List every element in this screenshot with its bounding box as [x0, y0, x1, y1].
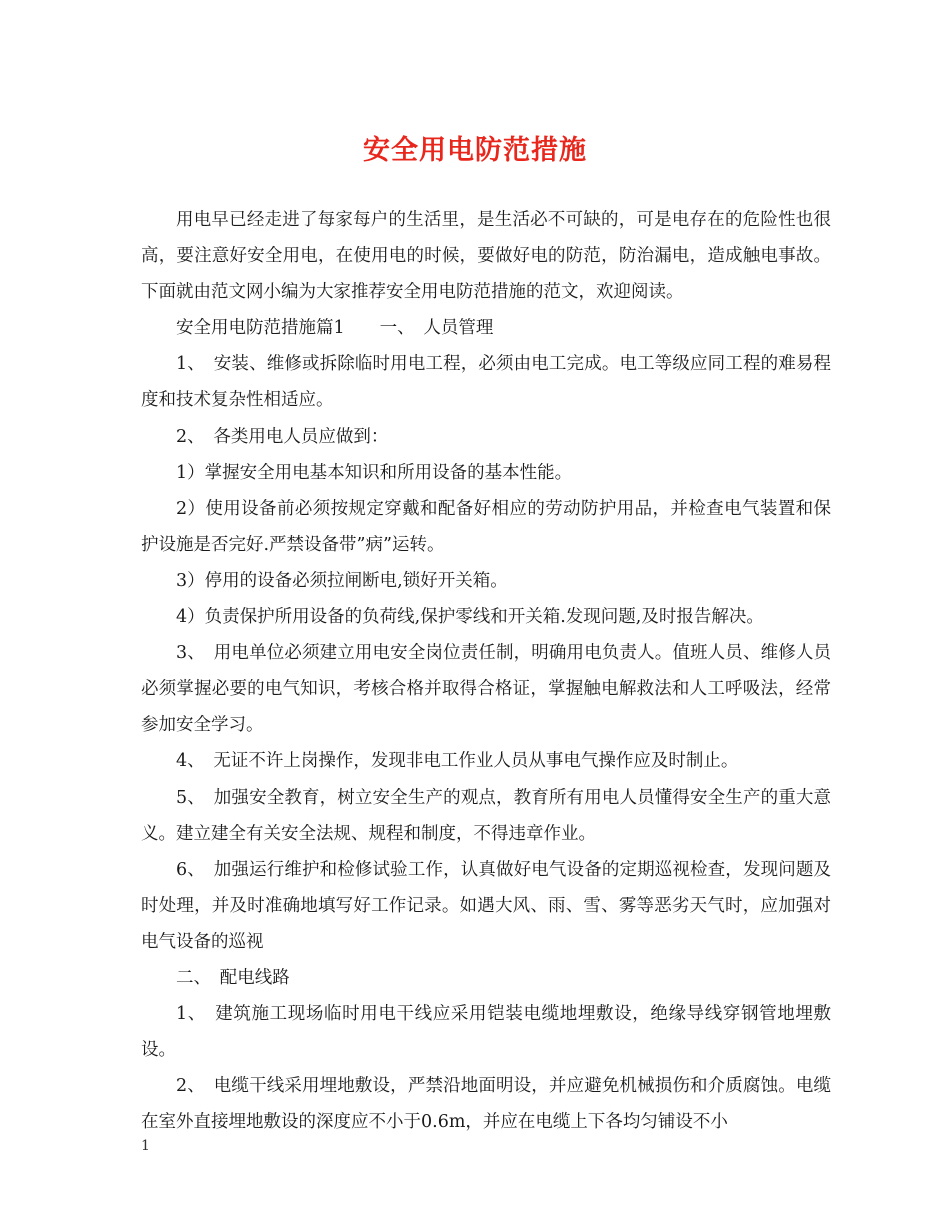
list-item: 1、 建筑施工现场临时用电干线应采用铠装电缆地埋敷设，绝缘导线穿钢管地埋敷设。: [141, 1004, 831, 1061]
list-item: 3、 用电单位必须建立用电安全岗位责任制，明确用电负责人。值班人员、维修人员必须掌握必要的电气知识，考核合格并取得合格证，掌握触电解救法和人工呼吸法，经常参加安全学习。: [141, 643, 831, 736]
list-item: 2、 各类用电人员应做到：: [176, 426, 389, 447]
sub-list-item: 1）掌握安全用电基本知识和所用设备的基本性能。: [176, 462, 573, 483]
section-heading-distribution-lines: 二、 配电线路: [176, 967, 290, 988]
list-item: 4、 无证不许上岗操作，发现非电工作业人员从事电气操作应及时制止。: [176, 751, 739, 772]
sub-list-item: 3）停用的设备必须拉闸断电,锁好开关箱。: [176, 570, 508, 591]
list-item: 2、 电缆干线采用埋地敷设，严禁沿地面明设，并应避免机械损伤和介质腐蚀。电缆在室外直接埋地敷设的深度应不小于0.6m，并应在电缆上下各均匀铺设不小: [141, 1076, 831, 1133]
section-heading-personnel: 安全用电防范措施篇1 一、 人员管理: [176, 318, 494, 339]
page-number: 1: [141, 1138, 150, 1154]
sub-list-item: 2）使用设备前必须按规定穿戴和配备好相应的劳动防护用品，并检查电气装置和保护设施是否完好.严禁设备带”病”运转。: [141, 498, 831, 555]
document-title: 安全用电防范措施: [363, 135, 587, 166]
list-item: 5、 加强安全教育，树立安全生产的观点，教育所有用电人员懂得安全生产的重大意义。建立建全有关安全法规、规程和制度，不得违章作业。: [141, 787, 831, 844]
list-item: 6、 加强运行维护和检修试验工作，认真做好电气设备的定期巡视检查，发现问题及时处理，并及时准确地填写好工作记录。如遇大风、雨、雪、雾等恶劣天气时，应加强对电气设备的巡视: [141, 859, 831, 952]
document-body: [141, 202, 831, 1140]
list-item: 1、 安装、维修或拆除临时用电工程，必须由电工完成。电工等级应同工程的难易程度和技术复杂性相适应。: [141, 354, 831, 411]
intro-paragraph: 用电早已经走进了每家每户的生活里，是生活必不可缺的，可是电存在的危险性也很高，要注意好安全用电，在使用电的时候，要做好电的防范，防治漏电，造成触电事故。下面就由范文网小编为大家推荐安全用电防范措施的范文，欢迎阅读。: [141, 210, 831, 303]
sub-list-item: 4）负责保护所用设备的负荷线,保护零线和开关箱.发现问题,及时报告解决。: [176, 607, 764, 628]
